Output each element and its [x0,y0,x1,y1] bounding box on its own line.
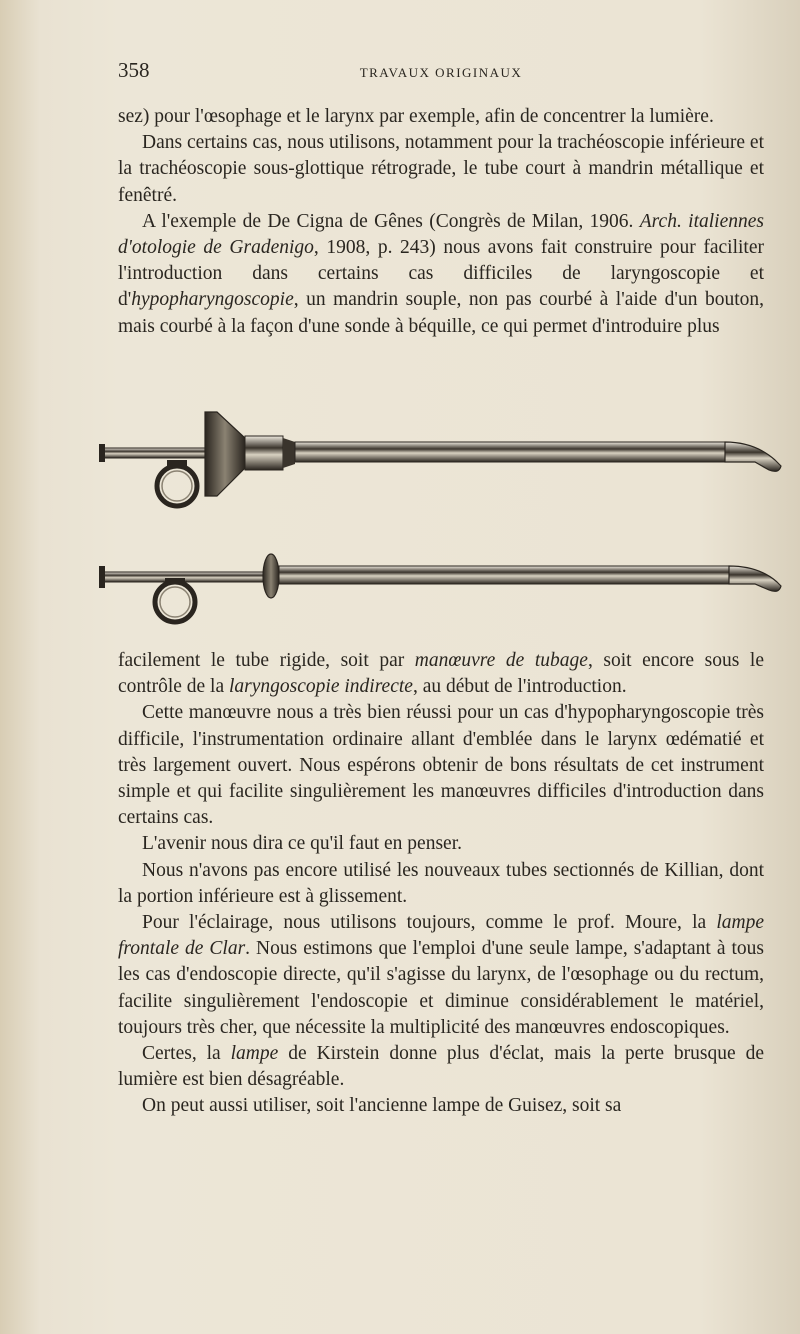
paragraph [118,1041,764,1093]
paragraph [118,648,764,700]
journal-title: Arch. italiennes d'otologie de Gradenigo [118,210,764,259]
paragraph: On peut aussi utiliser, soit l'ancienne lampe de Guisez, soit sa [142,1095,622,1117]
paragraph: sez) pour l'œsophage et le larynx par exemple, afin de concentrer la lumière. [118,106,714,127]
text-run: , soit encore sous le contrôle de la [118,650,764,698]
text-run: A l'exemple de De Cigna de Gênes (Congrès de Milan, 1906. [142,210,640,232]
italic-term: laryngoscopie indirecte [229,676,413,698]
instrument-figure [95,404,785,644]
text-run: , un mandrin souple, non pas courbé à l'aide d'un bouton, mais courbé à la façon d'une sonde à béquille, ce qui permet d'introduire plus [118,289,764,337]
paragraph [118,910,764,1041]
instrument-with-funnel [99,412,781,506]
text-run: facilement le tube rigide, soit par [118,650,415,671]
text-run: Pour l'éclairage, nous utilisons toujours, comme le prof. Moure, la [142,912,717,934]
text-run: de Kirstein donne plus d'éclat, mais la perte brusque de lumière est bien désagréable. [118,1043,765,1091]
text-run: , au début de l'introduction. [412,676,627,698]
text-run: Certes, la [142,1043,231,1065]
italic-term: manœuvre de tubage [414,650,588,671]
italic-term: lampe [230,1043,279,1065]
running-head: TRAVAUX ORIGINAUX [359,65,523,80]
text-run: . Nous estimons que l'emploi d'une seule lampe, s'adaptant à tous les cas d'endoscopie directe, qu'il s'agisse du larynx, de l'œsophage ou du rectum, facilite singulièrement l'endoscopie et diminue considérablement le matériel, toujours très cher, que nécessite la multiplicité des manœuvres endoscopiques. [118,938,764,1038]
paragraph: L'avenir nous dira ce qu'il faut en penser. [142,833,462,855]
paragraph: Cette manœuvre nous a très bien réussi pour un cas d'hypopharyngoscopie très difficile, l'instrumentation ordinaire allant d'emblée dans le larynx œdématié et très largement ouvert. Nous espérons obtenir de bons résultats de cet instrument simple et qui facilite singulièrement les manœuvres difficiles d'introduction dans certains cas. [118,702,764,829]
italic-term: hypopharyngoscopie [131,289,294,311]
paragraph: Nous n'avons pas encore utilisé les nouveaux tubes sectionnés de Killian, dont la portion inférieure est à glissement. [118,859,764,907]
bottom-text-block [118,648,764,1120]
page-number: 358 [118,58,150,82]
paragraph [118,209,764,340]
mandrin-illustration [95,404,785,644]
top-text-block [118,104,764,340]
instrument-straight [99,554,781,622]
italic-term: lampe frontale de Clar [118,912,764,960]
text-run: , 1908, p. 243) nous avons fait construire pour faciliter l'introduction dans certains cas difficiles de laryngoscopie et d' [118,237,764,311]
page-header [118,58,764,88]
paragraph: Dans certains cas, nous utilisons, notamment pour la trachéoscopie inférieure et la trachéoscopie sous-glottique rétrograde, le tube court à mandrin métallique et fenêtré. [118,132,764,206]
